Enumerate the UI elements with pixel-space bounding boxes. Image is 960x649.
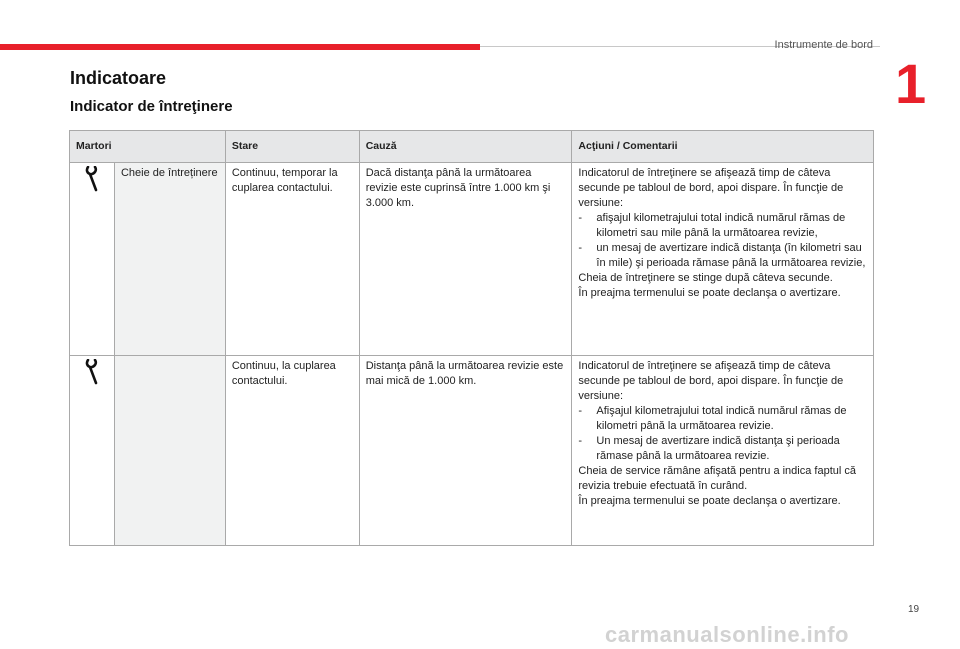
actions-intro: Indicatorul de întreţinere se afişează timp de câteva secunde pe tabloul de bord, apoi dispare. În funcţie de versiune: <box>578 360 844 402</box>
chapter-number: 1 <box>895 52 927 115</box>
wrench-icon <box>85 359 99 385</box>
actions-intro: Indicatorul de întreţinere se afişează timp de câteva secunde pe tabloul de bord, apoi dispare. În funcţie de versiune: <box>578 167 844 209</box>
maintenance-table <box>69 130 874 546</box>
header-cauza: Cauză <box>359 131 572 163</box>
header-stare: Stare <box>225 131 359 163</box>
list-item: - un mesaj de avertizare indică distanţa (în kilometri sau în mile) şi perioada rămase până la următoarea revizie, <box>578 242 866 269</box>
header-martori: Martori <box>70 131 226 163</box>
table-row <box>70 356 874 546</box>
actions-cell <box>572 163 874 356</box>
indicator-name: Cheie de întreținere <box>114 163 225 356</box>
wrench-icon <box>85 166 99 192</box>
actions-outro: Cheia de service rămâne afişată pentru a indica faptul că revizia trebuie efectuată în curând. <box>578 465 856 492</box>
list-item: - Un mesaj de avertizare indică distanţa şi perioada rămase până la următoarea revizie. <box>578 435 840 462</box>
list-item: - afişajul kilometrajului total indică numărul rămas de kilometri sau mile până la următoarea revizie, <box>578 212 846 239</box>
watermark: carmanualsonline.info <box>605 622 849 647</box>
state-cell: Continuu, temporar la cuplarea contactului. <box>225 163 359 356</box>
actions-outro: Cheia de întreţinere se stinge după câteva secunde. <box>578 272 833 284</box>
header-red-bar <box>0 44 480 50</box>
page-title: Indicatoare <box>70 68 167 88</box>
page-number: 19 <box>908 604 920 615</box>
table-row <box>70 163 874 356</box>
cause-cell: Distanţa până la următoarea revizie este mai mică de 1.000 km. <box>359 356 572 546</box>
section-name: Instrumente de bord <box>774 39 873 51</box>
table-header-row <box>70 131 874 163</box>
page-subtitle: Indicator de întreţinere <box>70 98 233 115</box>
actions-outro: În preajma termenului se poate declanşa o avertizare. <box>578 287 841 299</box>
indicator-icon-cell <box>70 356 115 546</box>
indicator-name <box>114 356 225 546</box>
list-item: - Afişajul kilometrajului total indică numărul rămas de kilometri până la următoarea revizie. <box>578 405 847 432</box>
state-cell: Continuu, la cuplarea contactului. <box>225 356 359 546</box>
cause-cell: Dacă distanţa până la următoarea revizie este cuprinsă între 1.000 km şi 3.000 km. <box>359 163 572 356</box>
indicator-icon-cell <box>70 163 115 356</box>
header-actiuni: Acţiuni / Comentarii <box>572 131 874 163</box>
actions-outro: În preajma termenului se poate declanşa o avertizare. <box>578 495 841 507</box>
actions-cell <box>572 356 874 546</box>
